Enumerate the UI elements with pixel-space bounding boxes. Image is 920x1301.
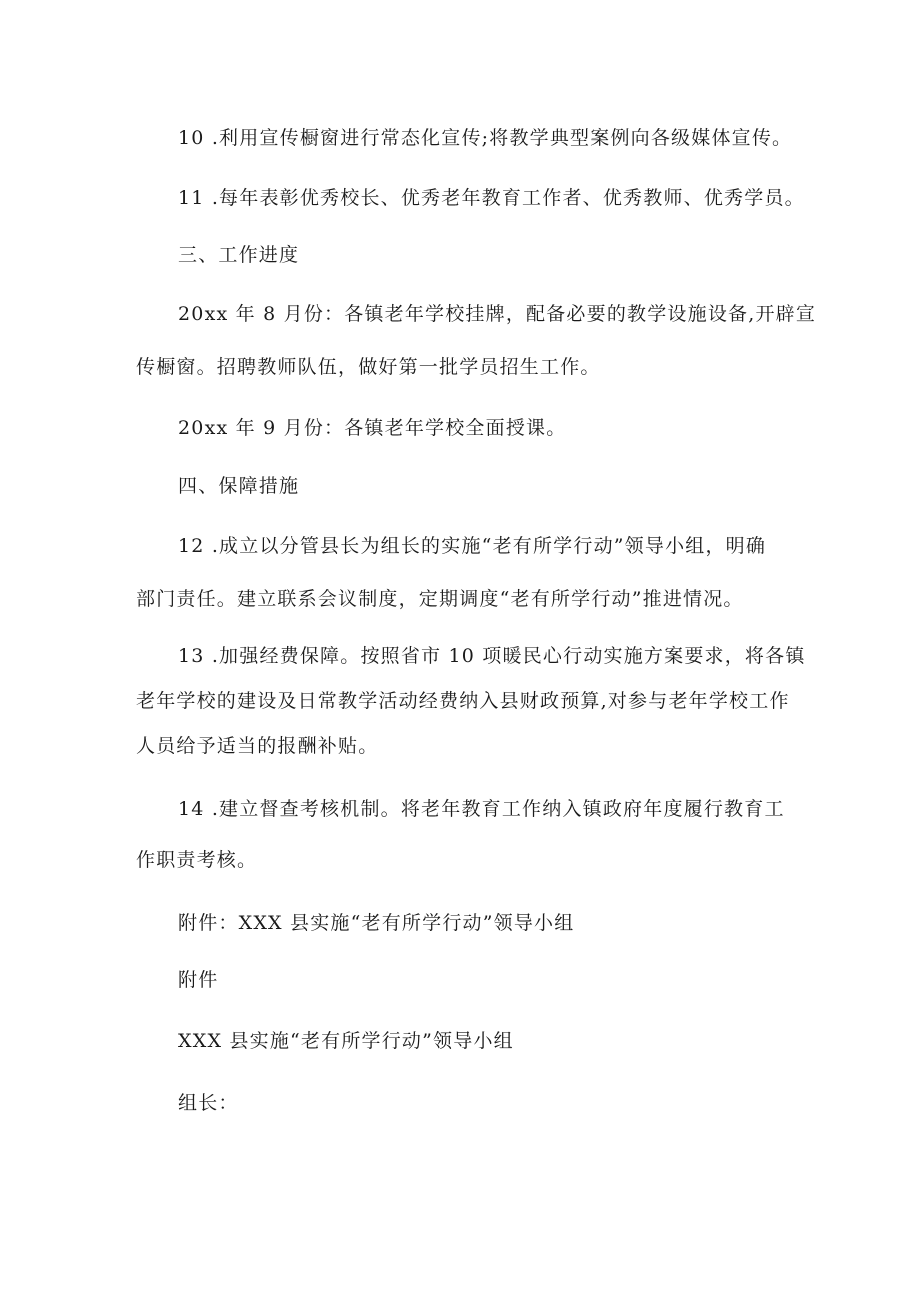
item-10-line-1: 10 .利用宣传橱窗进行常态化宣传;将教学典型案例向各级媒体宣传。	[178, 127, 793, 149]
item-13-line-3: 人员给予适当的报酬补贴。	[136, 735, 379, 757]
progress-august-line-2: 传橱窗。招聘教师队伍，做好第一批学员招生工作。	[136, 356, 601, 378]
item-11-line-1: 11 .每年表彰优秀校长、优秀老年教育工作者、优秀教师、优秀学员。	[178, 187, 805, 209]
progress-september-line-1: 20xx 年 9 月份：各镇老年学校全面授课。	[178, 417, 567, 439]
progress-august-line-1: 20xx 年 8 月份：各镇老年学校挂牌，配备必要的教学设施设备,开辟宣	[178, 303, 817, 325]
item-12-line-1: 12 .成立以分管县长为组长的实施“老有所学行动”领导小组，明确	[178, 535, 767, 557]
item-12-line-2: 部门责任。建立联系会议制度，定期调度“老有所学行动”推进情况。	[136, 588, 744, 610]
attachment-note: 附件：XXX 县实施“老有所学行动”领导小组	[178, 912, 575, 934]
item-13-line-1: 13 .加强经费保障。按照省市 10 项暖民心行动实施方案要求，将各镇	[178, 645, 806, 667]
item-13-line-2: 老年学校的建设及日常教学活动经费纳入县财政预算,对参与老年学校工作	[136, 690, 790, 712]
group-leader-label: 组长：	[178, 1092, 239, 1114]
section-heading-progress: 三、工作进度	[178, 244, 300, 266]
attachment-label: 附件	[178, 969, 219, 991]
attachment-title: XXX 县实施“老有所学行动”领导小组	[178, 1030, 514, 1052]
item-14-line-1: 14 .建立督查考核机制。将老年教育工作纳入镇政府年度履行教育工	[178, 798, 785, 820]
section-heading-safeguards: 四、保障措施	[178, 475, 300, 497]
item-14-line-2: 作职责考核。	[136, 849, 258, 871]
